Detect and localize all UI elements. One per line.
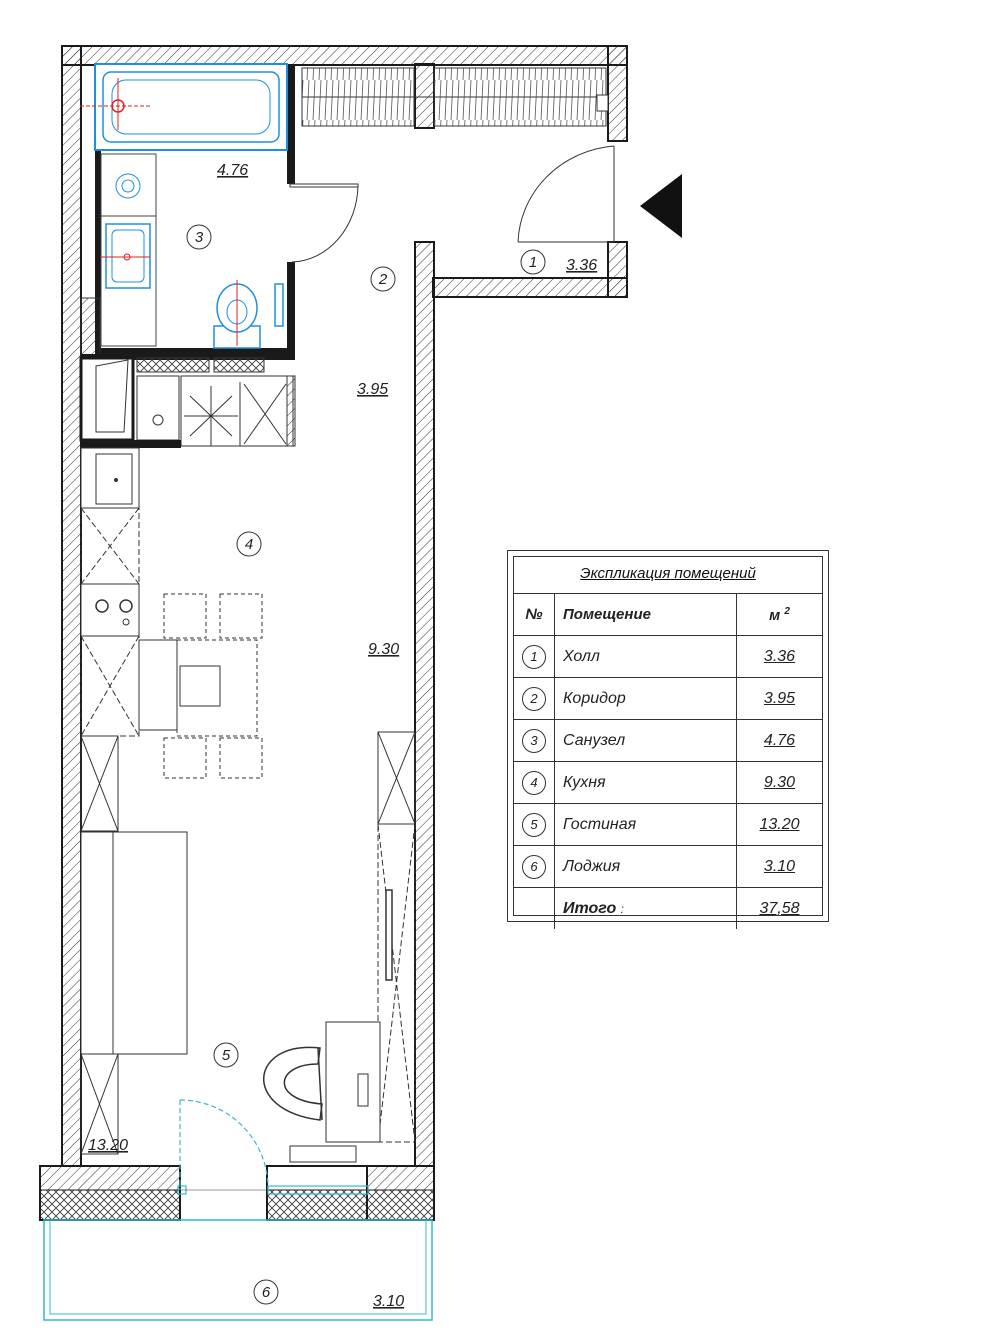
table-row [514,846,822,888]
table-row [514,762,822,804]
room-name: Холл [555,636,737,678]
radiator [290,1146,356,1162]
entrance-door [518,146,614,242]
room-name: Кухня [555,762,737,804]
room-area: 3.95 [737,678,823,720]
room-number-6: 6 [261,1284,271,1301]
room-area: 4.76 [737,720,823,762]
room-area: 3.36 [737,636,823,678]
room-area-6: 3.10 [373,1293,405,1310]
total-row [514,888,822,930]
dining-table [139,594,262,778]
room-area: 13.20 [737,804,823,846]
room-area-4: 9.30 [368,641,400,658]
sofa [81,832,187,1154]
room-area-2: 3.95 [357,381,389,398]
room-number-2: 2 [378,271,388,288]
room-name: Санузел [555,720,737,762]
row-number: 1 [522,645,546,669]
total-label: Итого : [555,888,737,930]
table-row [514,804,822,846]
room-area-1: 3.36 [566,257,598,274]
bathtub-icon [80,64,287,150]
room-number-3: 3 [194,229,204,246]
row-number: 4 [522,771,546,795]
room-number-5: 5 [221,1047,231,1064]
row-number: 5 [522,813,546,837]
col-room-header: Помещение [555,594,737,636]
entrance-arrow-icon [640,174,682,238]
sink-icon [100,216,156,346]
kitchen-counter [81,448,139,831]
table-row [514,678,822,720]
legend-header-row [514,594,822,636]
row-number: 6 [522,855,546,879]
room-schedule-table [507,550,829,922]
room-number-1: 1 [528,254,538,271]
room-number-4: 4 [244,536,254,553]
toilet-icon [214,280,283,348]
armchair [264,1047,322,1120]
room-name: Коридор [555,678,737,720]
room-area: 9.30 [737,762,823,804]
washing-machine-icon [101,154,156,216]
col-num-header: № [514,594,555,636]
legend-title: Экспликация помещений [580,565,756,582]
table-row [514,720,822,762]
table-row [514,636,822,678]
col-area-header: м $^2$ [737,594,823,636]
room-name: Лоджия [555,846,737,888]
room-area: 3.10 [737,846,823,888]
total-area: 37,58 [737,888,823,930]
room-area-3: 4.76 [217,162,249,179]
wardrobe [326,732,415,1142]
built-in-closet [302,68,608,126]
row-number: 2 [522,687,546,711]
row-number: 3 [522,729,546,753]
room-area-5: 13.20 [88,1137,129,1154]
room-name: Гостиная [555,804,737,846]
